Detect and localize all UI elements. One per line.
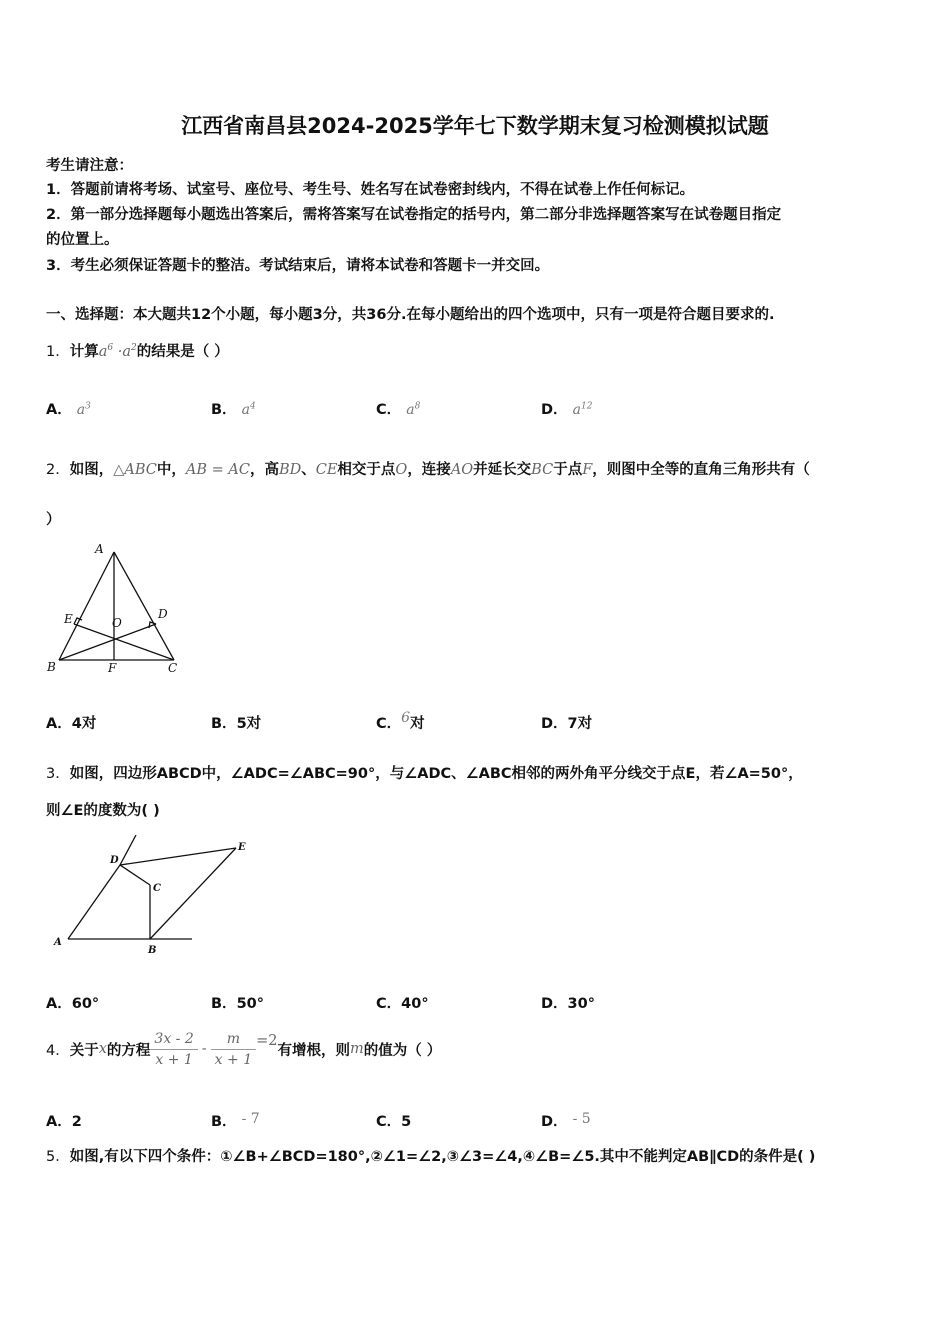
label-d: D — [110, 855, 119, 866]
math-var: x — [98, 1041, 107, 1057]
q2-close-paren: ） — [46, 512, 61, 528]
math-var: m — [349, 1041, 364, 1057]
notice-item-3: 3．考生必须保证答题卡的整洁。考试结束后，请将本试卷和答题卡一并交回。 — [46, 258, 550, 274]
question-3 — [46, 762, 803, 783]
option-label: D． — [541, 402, 568, 418]
label-a: A — [95, 542, 104, 556]
option-value: $a^{12}$ — [572, 401, 593, 418]
option-label: A． — [46, 402, 72, 418]
option-value: 4对 — [71, 716, 97, 732]
fraction-2 — [211, 1031, 256, 1068]
q3-option-d[interactable] — [541, 992, 595, 1013]
q4-option-d[interactable] — [541, 1110, 591, 1131]
option-value: 30° — [567, 996, 595, 1012]
label-b: B — [148, 945, 157, 956]
option-math: 6 — [401, 710, 411, 726]
question-number: 1． — [46, 344, 70, 360]
math-inline: AB = AC — [185, 462, 250, 478]
option-label: B． — [211, 1114, 237, 1130]
label-c: C — [153, 883, 161, 894]
question-4: 4． 关于 x 的方程 $\frac{3x - 2}{x + 1}$ - $\frac{m}{x + 1}$ =2 有增根，则 m 的值为（ ） — [46, 1030, 442, 1068]
fraction-1 — [150, 1031, 197, 1068]
fraction-numerator: m — [211, 1031, 256, 1050]
option-label: C． — [376, 1114, 402, 1130]
q1-exp-2: 2 — [131, 343, 137, 354]
option-label: A． — [46, 1114, 72, 1130]
math-inline: BC — [531, 462, 554, 478]
minus-sign: - — [201, 1041, 207, 1057]
option-label: C． — [376, 402, 402, 418]
q1-exp-1: 6 — [107, 343, 114, 354]
option-label: D． — [541, 1114, 568, 1130]
question-2: 2．如图，△ABC中，AB = AC，高BD、CE相交于点O，连接AO并延长交BC于点F，则图中全等的直角三角形共有（ — [46, 462, 810, 478]
option-value: 5对 — [236, 716, 262, 732]
option-value: 7对 — [567, 716, 593, 732]
label-a: A — [54, 937, 62, 948]
option-value: $a^8$ — [406, 401, 421, 418]
option-label: A． — [46, 996, 72, 1012]
option-value: - 7 — [241, 1111, 260, 1127]
notice-item-2-cont: 的位置上。 — [46, 232, 119, 248]
q2-option-a[interactable] — [46, 712, 96, 733]
label-b: B — [47, 660, 56, 674]
q4-option-a[interactable] — [46, 1110, 82, 1131]
q3-option-c[interactable] — [376, 992, 429, 1013]
fraction-denominator: x + 1 — [214, 1051, 253, 1068]
option-value: 对 — [410, 716, 425, 732]
label-f: F — [108, 661, 117, 675]
label-e: E — [64, 612, 73, 626]
math-inline: BD — [278, 462, 302, 478]
label-d: D — [158, 607, 168, 621]
q1-text-post: 的结果是（ ） — [136, 344, 229, 360]
math-inline: CE — [315, 462, 338, 478]
option-value: $a^4$ — [241, 401, 256, 418]
fraction-denominator: x + 1 — [155, 1051, 193, 1068]
question-number: 2． — [46, 462, 70, 478]
q1-option-a[interactable] — [46, 398, 91, 419]
equals-value: =2 — [256, 1033, 278, 1049]
option-value: 60° — [71, 996, 100, 1012]
option-label: B． — [211, 402, 237, 418]
label-o: O — [112, 616, 122, 630]
q1-option-b[interactable] — [211, 398, 256, 419]
q3-line-2: 则∠E的度数为( ) — [46, 803, 160, 819]
section-header: 一、选择题：本大题共12个小题，每小题3分，共36分.在每小题给出的四个选项中，只有一项是符合题目要求的. — [46, 307, 775, 323]
q3-option-a[interactable] — [46, 992, 99, 1013]
q1-option-c[interactable] — [376, 398, 420, 419]
notice-heading: 考生请注意： — [46, 158, 133, 174]
q4-option-c[interactable] — [376, 1110, 411, 1131]
question-number: 5． — [46, 1149, 70, 1165]
q3-option-b[interactable] — [211, 992, 264, 1013]
q2-option-b[interactable] — [211, 712, 261, 733]
option-value: 5 — [401, 1114, 412, 1130]
option-value: 2 — [71, 1114, 82, 1130]
option-value: 40° — [401, 996, 429, 1012]
q4-option-b[interactable] — [211, 1110, 260, 1131]
label-c: C — [168, 661, 178, 675]
q1-base-a: a — [98, 344, 108, 360]
q1-text-pre: 计算 — [69, 344, 99, 360]
math-inline: F — [582, 462, 593, 478]
page-title: 江西省南昌县2024-2025学年七下数学期末复习检测模拟试题 — [181, 114, 769, 138]
q2-option-c[interactable] — [376, 712, 425, 733]
option-label: D． — [541, 996, 568, 1012]
label-e: E — [238, 842, 246, 853]
q5-text: 如图,有以下四个条件：①∠B+∠BCD=180°,②∠1=∠2,③∠3=∠4,④∠B=∠5.其中不能判定AB∥CD的条件是( ) — [69, 1149, 816, 1165]
question-number: 4． — [46, 1042, 70, 1059]
q1-base-b: ·a — [113, 344, 131, 360]
q3-quadrilateral-figure — [50, 835, 260, 960]
option-label: D． — [541, 716, 568, 732]
math-inline: O — [395, 462, 408, 478]
math-inline: △ABC — [113, 462, 157, 478]
q2-triangle-figure — [44, 538, 190, 678]
notice-item-1: 1．答题前请将考场、试室号、座位号、考生号、姓名写在试卷密封线内，不得在试卷上作任何标记。 — [46, 182, 695, 198]
q3-line-1: 如图，四边形ABCD中，∠ADC=∠ABC=90°，与∠ADC、∠ABC相邻的两外角平分线交于点E，若∠A=50°， — [69, 766, 803, 782]
option-value: $a^3$ — [76, 401, 91, 418]
fraction-numerator: 3x - 2 — [150, 1031, 197, 1050]
notice-item-2: 2．第一部分选择题每小题选出答案后，需将答案写在试卷指定的括号内，第二部分非选择题答案写在试卷题目指定 — [46, 207, 782, 223]
option-label: B． — [211, 716, 237, 732]
question-number: 3． — [46, 766, 70, 782]
option-label: B． — [211, 996, 237, 1012]
q2-option-d[interactable] — [541, 712, 592, 733]
question-1 — [46, 340, 229, 361]
question-5 — [46, 1145, 815, 1166]
option-label: A． — [46, 716, 72, 732]
option-label: C． — [376, 996, 402, 1012]
math-inline: AO — [450, 462, 474, 478]
q1-option-d[interactable] — [541, 398, 592, 419]
option-label: C． — [376, 716, 402, 732]
option-value: 50° — [236, 996, 264, 1012]
option-value: - 5 — [572, 1111, 591, 1127]
q1-expression — [99, 344, 137, 360]
